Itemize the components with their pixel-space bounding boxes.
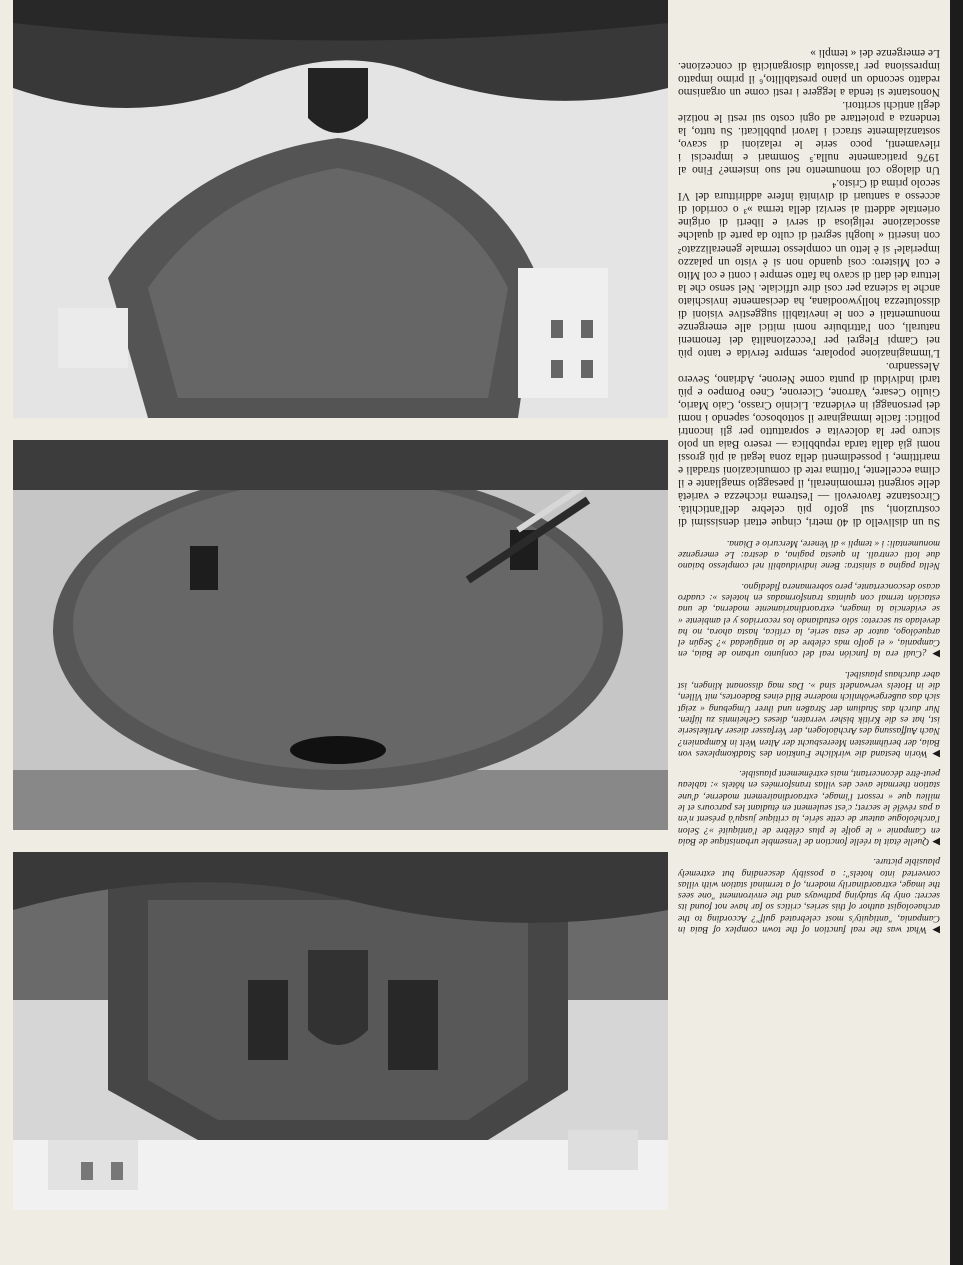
article-body — [678, 46, 940, 529]
caption-italian: Nella pagina a sinistra: Bene individuabili nel complesso baiano due lotti centrali. In questa pagina, a destra: Le emergenze monumentali: i « templi » di Venere, Mercurio e Diana. — [678, 537, 940, 572]
article-paragraph-3: Un dialogo col monumento nel suo insieme? Fino al 1976 praticamente nulla.⁵ Sommari e imprecisi i rilevamenti, poco serie le relazioni di scavo, sostanzialmente stracci i lavori pubblicati. Su tutto, la tendenza a proiettare ad ogni costo sui resti le notizie degli antichi scrittori. — [678, 99, 940, 177]
article-paragraph-1: Su un dislivello di 40 metri, cinque ettari densissimi di costruzioni, sul golfo più celebre dell'antichità. Circostanze favorevoli — l'estrema ricchezza e varietà delle sorgenti termominerali, il paesaggio smagliante e il clima eccellente, l'ottima rete di comunicazioni stradali e marittime, i possedimenti della zona legati ai più grossi nomi già dalla tarda repubblica — resero Baia un polo sicuro per la dolcevita e soprattutto per gli incontri politici: facile immaginare il sottobosco, sapendo i nomi dei personaggi in evidenza. Licinio Crasso, Caio Mario, Giulio Cesare, Varrone, Cicerone, Cneo Pompeo e più tardi individui di punta come Nerone, Adriano, Severo Alessandro. — [678, 359, 940, 529]
caption-french: ▶Quelle était la réelle fonction de l'ensemble urbanistique de Baia en Campanie « le golfe le plus célèbre de l'antiquité »? Selon l'archéologue auteur de cette série, la critique jusqu'à présent n'en a pas révélé le secret; c'est seulement en étudiant les parcours et le milieu que « ressort l'image, extraordinairement moderne, d'une station thermale avec des villas transformées en hôtels »: tableau peut-être déconcertant, mais extrêmement plausible. — [678, 768, 940, 847]
text-column — [678, 0, 940, 935]
binding-edge — [950, 0, 963, 1265]
article-paragraph-2: L'immaginazione popolare, sempre fervida e tanto più nei Campi Flegrei per l'eccezionalità dei fenomeni naturali, con l'attribuire nomi mitici alle emergenze monumentali e con le inevitabili suggestive visioni di dissolutezza hollywoodiana, ha decisamente invischiato anche la scienza per così dire ufficiale. Nel senso che la lettura dei dati di scavo ha fatto sempre i conti e col Mito e col Mistero: così quando non si è visto un palazzo imperiale¹ si è letto un complesso termale generalizzato² con inseriti « luoghi segreti di culto da parte di qualche associazione religiosa di servi e liberti di origine orientale addetti ai servizi della terma »³ o corridoi di accesso a santuari di divinità infere addirittura del VI secolo prima di Cristo.⁴ — [678, 177, 940, 359]
triangle-marker-icon: ▶ — [929, 924, 940, 935]
triangle-marker-icon: ▶ — [932, 835, 940, 847]
photo-temple-of-mercury-dome — [13, 440, 668, 830]
caption-english: ▶What was the real function of the town complex of Baia in Campania, "antiquity's most celebrated gulf"? According to the archaeologist author of this series, critics so far have not found its secret: only by studying pathways and the environment "one sees the image, extraordinarily modern, of a terminal station with villas converted into hotels": a possibly descending but extremely plausible picture. — [678, 856, 940, 935]
caption-german: ▶Worin bestand die wirkliche Funktion des Stadtkomplexes von Baia, der berühmtesten Meeresbucht der Alten Welt in Kampanien? Nach Auffassung des Archäologen, der Verfasser dieser Artikelserie ist, hat es die Kritik bisher verraten, dieses Geheimnis zu lüften. Nur durch das Studium der Straßen und ihrer Umgebung « zeigt sich das außergewöhnlich moderne Bild eines Badeortes, mit Villen, die in Hotels verwandelt sind ». Das mag dissonant klingen, ist aber durchaus plausibel. — [678, 668, 940, 759]
caption-spanish: ▶¿Cuál era la función real del conjunto urbano de Baia, en Campania, « el golfo más célebre de la antigüedad »? Según el arqueólogo, autor de esta serie, la crítica, hasta ahora, no ha develado su secreto: sólo estudiando los recorridos y el ambiente « se evidencia la imagen, extraordinariamente moderna, de una estación termal con quintas transformadas en hoteles »: cuadro acaso desconcertante, pero sobremanera fidedigno. — [678, 580, 940, 660]
triangle-marker-icon: ▶ — [929, 648, 940, 660]
triangle-marker-icon: ▶ — [930, 747, 940, 759]
photo-temple-of-venus — [13, 852, 668, 1210]
article-paragraph-4: Nonostante si tenda a leggere i resti come un organismo redatto secondo un piano prestabilito,⁶ il primo impatto impressiona per l'assoluta disorganicità di concezione. Le emergenze dei « templi » — [678, 46, 940, 98]
photo-temple-of-diana — [13, 0, 668, 418]
